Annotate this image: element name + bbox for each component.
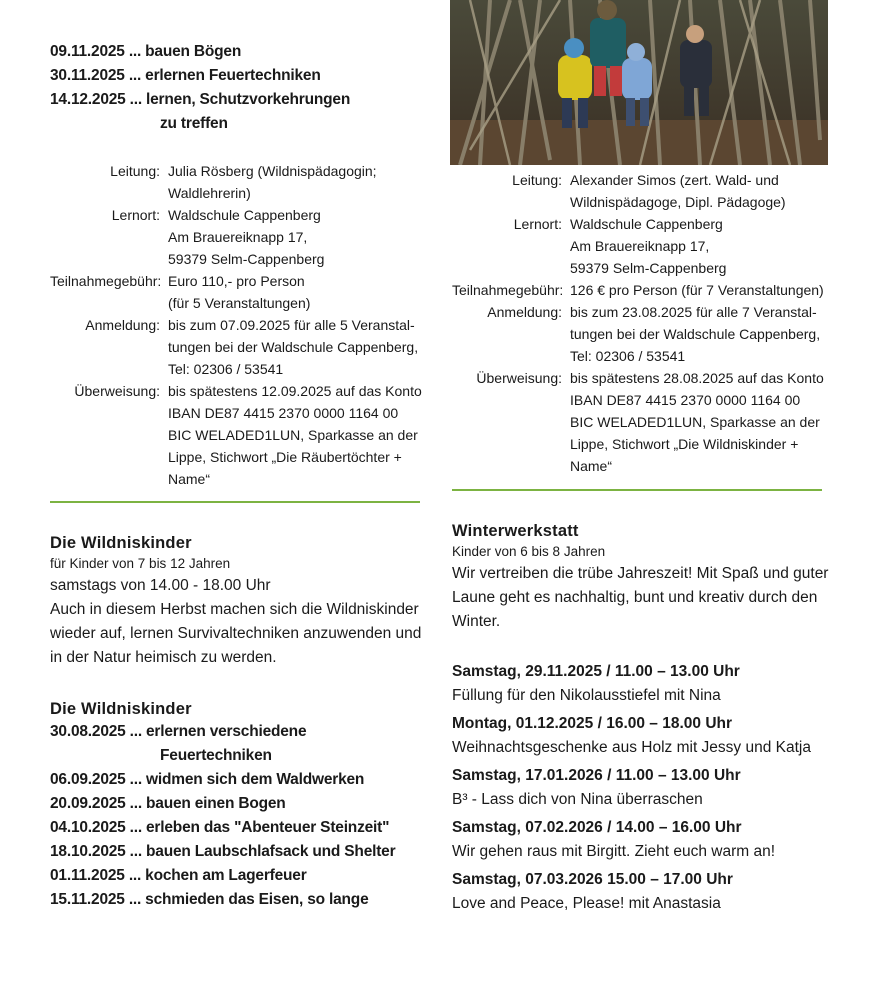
info-line: (für 5 Veranstaltungen) <box>168 295 311 311</box>
description-line: Auch in diesem Herbst machen sich die Wildniskinder <box>50 601 419 618</box>
info-line: 59379 Selm-Cappenberg <box>168 251 325 267</box>
info-value <box>570 169 847 213</box>
section-title: Die Wildniskinder <box>50 534 192 552</box>
info-label: Teilnahmegebühr: <box>50 273 162 289</box>
schedule-item <box>50 864 440 888</box>
raeubertoechter-info <box>50 160 440 490</box>
schedule-activity: erlernen verschiedene <box>146 723 307 740</box>
schedule-date: 30.08.2025 ... <box>50 723 143 740</box>
section-title: Winterwerkstatt <box>452 522 579 540</box>
info-row-lernort <box>452 213 847 279</box>
schedule-date: 04.10.2025 ... <box>50 819 143 836</box>
info-label: Leitung: <box>512 172 562 188</box>
section-title: Die Wildniskinder <box>50 700 192 718</box>
info-row-lernort <box>50 204 440 270</box>
winterwerkstatt-section <box>452 520 852 634</box>
description-line: Wir vertreiben die trübe Jahreszeit! Mit Spaß und guter <box>452 565 829 582</box>
info-value <box>570 301 847 367</box>
schedule-activity: kochen am Lagerfeuer <box>145 867 307 884</box>
description-line: Laune geht es nachhaltig, bunt und kreativ durch den <box>452 589 818 606</box>
schedule-activity: bauen einen Bogen <box>146 795 286 812</box>
info-line: Am Brauereiknapp 17, <box>168 229 308 245</box>
info-line: 59379 Selm-Cappenberg <box>570 260 727 276</box>
schedule-date: 01.11.2025 ... <box>50 867 142 884</box>
info-line: Tel: 02306 / 53541 <box>570 348 686 364</box>
info-line: bis spätestens 28.08.2025 auf das Konto <box>570 370 824 386</box>
info-line: Julia Rösberg (Wildnispädagogin; <box>168 163 377 179</box>
info-label: Überweisung: <box>476 370 562 386</box>
info-value <box>570 213 847 279</box>
info-label: Leitung: <box>110 163 160 179</box>
info-row-leitung <box>50 160 440 204</box>
schedule-date: 14.12.2025 ... <box>50 91 143 108</box>
info-label: Anmeldung: <box>85 317 160 333</box>
event-description: Love and Peace, Please! mit Anastasia <box>452 895 721 912</box>
info-line: tungen bei der Waldschule Cappenberg, <box>168 339 419 355</box>
schedule-item <box>50 768 440 792</box>
event-description: Füllung für den Nikolausstiefel mit Nina <box>452 687 721 704</box>
children-forest-shelter-photo <box>450 0 828 165</box>
time-info: samstags von 14.00 - 18.00 Uhr <box>50 577 271 594</box>
info-line: Tel: 02306 / 53541 <box>168 361 284 377</box>
schedule-date: 06.09.2025 ... <box>50 771 143 788</box>
schedule-activity: bauen Bögen <box>145 43 242 60</box>
info-line: IBAN DE87 4415 2370 0000 1164 00 <box>168 405 399 421</box>
event-item <box>452 660 852 708</box>
info-line: Alexander Simos (zert. Wald- und <box>570 172 779 188</box>
info-line: tungen bei der Waldschule Cappenberg, <box>570 326 821 342</box>
info-value <box>168 204 440 270</box>
schedule-item <box>50 64 350 88</box>
event-item <box>452 712 852 760</box>
schedule-activity: erleben das "Abenteuer Steinzeit" <box>146 819 390 836</box>
event-item <box>452 764 852 812</box>
info-label: Überweisung: <box>74 383 160 399</box>
info-line: 126 € pro Person (für 7 Veranstaltungen) <box>570 282 824 298</box>
description <box>452 562 852 634</box>
info-line: bis zum 07.09.2025 für alle 5 Veranstal- <box>168 317 415 333</box>
info-label: Lernort: <box>513 216 562 232</box>
info-row-ueberweisung <box>50 380 440 490</box>
event-description: Weihnachtsgeschenke aus Holz mit Jessy und Katja <box>452 739 811 756</box>
info-line: BIC WELADED1LUN, Sparkasse an der <box>570 414 820 430</box>
event-description: B³ - Lass dich von Nina überraschen <box>452 791 703 808</box>
info-line: Euro 110,- pro Person <box>168 273 305 289</box>
schedule-item <box>50 720 440 744</box>
schedule-item <box>50 88 350 112</box>
event-date: Samstag, 07.03.2026 15.00 – 17.00 Uhr <box>452 871 733 888</box>
info-line: Waldschule Cappenberg <box>570 216 723 232</box>
event-date: Samstag, 17.01.2026 / 11.00 – 13.00 Uhr <box>452 767 741 784</box>
schedule-date: 15.11.2025 ... <box>50 891 142 908</box>
event-date: Samstag, 29.11.2025 / 11.00 – 13.00 Uhr <box>452 663 740 680</box>
schedule-activity: lernen, Schutzvorkehrungen <box>146 91 351 108</box>
info-line: Lippe, Stichwort „Die Wildniskinder + <box>570 436 799 452</box>
info-line: Name“ <box>570 458 613 474</box>
info-line: BIC WELADED1LUN, Sparkasse an der <box>168 427 418 443</box>
age-range: Kinder von 6 bis 8 Jahren <box>452 544 606 559</box>
description-line: wieder auf, lernen Survivaltechniken anzuwenden und <box>50 625 422 642</box>
schedule-item <box>50 792 440 816</box>
schedule-activity: erlernen Feuertechniken <box>145 67 321 84</box>
schedule-list <box>50 720 440 912</box>
event-item <box>452 816 852 864</box>
photo-illustration <box>450 0 828 165</box>
info-line: Waldschule Cappenberg <box>168 207 321 223</box>
info-line: bis zum 23.08.2025 für alle 7 Veranstal- <box>570 304 817 320</box>
info-row-anmeldung <box>50 314 440 380</box>
info-line: Am Brauereiknapp 17, <box>570 238 710 254</box>
schedule-item <box>50 816 440 840</box>
info-label: Lernort: <box>111 207 160 223</box>
info-value <box>168 270 440 314</box>
schedule-activity-continued: Feuertechniken <box>160 747 272 764</box>
schedule-activity: bauen Laubschlafsack und Shelter <box>146 843 396 860</box>
info-line: IBAN DE87 4415 2370 0000 1164 00 <box>570 392 801 408</box>
description-line: Winter. <box>452 613 501 630</box>
info-value <box>570 367 847 477</box>
info-line: Wildnispädagoge, Dipl. Pädagoge) <box>570 194 786 210</box>
info-value <box>570 279 847 301</box>
schedule-item <box>50 888 440 912</box>
info-value <box>168 314 440 380</box>
schedule-date: 30.11.2025 ... <box>50 67 142 84</box>
event-description: Wir gehen raus mit Birgitt. Zieht euch warm an! <box>452 843 776 860</box>
raeubertoechter-schedule <box>50 40 350 136</box>
info-line: Lippe, Stichwort „Die Räubertöchter + <box>168 449 402 465</box>
event-date: Samstag, 07.02.2026 / 14.00 – 16.00 Uhr <box>452 819 742 836</box>
age-range: für Kinder von 7 bis 12 Jahren <box>50 556 231 571</box>
info-value <box>168 160 440 204</box>
event-item <box>452 868 852 916</box>
schedule-item <box>50 840 440 864</box>
info-row-gebuehr <box>452 279 847 301</box>
winter-events <box>452 660 852 920</box>
info-row-gebuehr <box>50 270 440 314</box>
schedule-date: 18.10.2025 ... <box>50 843 143 860</box>
info-label: Anmeldung: <box>487 304 562 320</box>
wildniskinder-info <box>452 169 847 477</box>
info-row-anmeldung <box>452 301 847 367</box>
event-date: Montag, 01.12.2025 / 16.00 – 18.00 Uhr <box>452 715 733 732</box>
wildniskinder-intro <box>50 532 440 670</box>
info-row-ueberweisung <box>452 367 847 477</box>
info-label: Teilnahmegebühr: <box>452 282 564 298</box>
section-divider <box>50 501 420 503</box>
schedule-activity-continued: zu treffen <box>160 115 228 132</box>
info-line: bis spätestens 12.09.2025 auf das Konto <box>168 383 422 399</box>
info-row-leitung <box>452 169 847 213</box>
info-line: Waldlehrerin) <box>168 185 251 201</box>
wildniskinder-schedule <box>50 698 440 912</box>
info-value <box>168 380 440 490</box>
schedule-date: 09.11.2025 ... <box>50 43 142 60</box>
schedule-date: 20.09.2025 ... <box>50 795 143 812</box>
schedule-item <box>50 40 350 64</box>
schedule-activity: widmen sich dem Waldwerken <box>146 771 365 788</box>
info-line: Name“ <box>168 471 211 487</box>
description <box>50 598 440 670</box>
section-divider <box>452 489 822 491</box>
description-line: in der Natur heimisch zu werden. <box>50 649 277 666</box>
schedule-activity: schmieden das Eisen, so lange <box>145 891 369 908</box>
